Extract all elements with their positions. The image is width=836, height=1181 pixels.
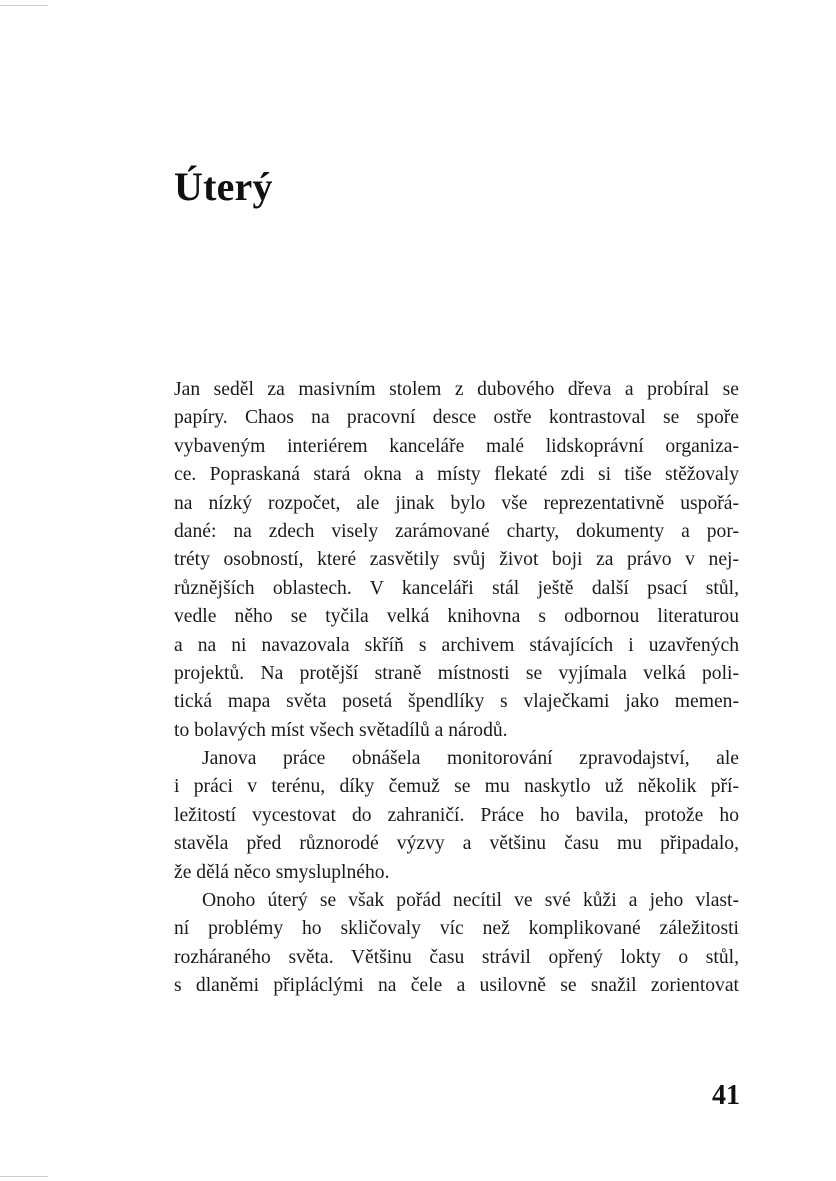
text-line: tréty osobností, které zasvětily svůj život boji za právo v nej- [174, 549, 739, 571]
body-text [174, 376, 739, 1001]
text-line: že dělá něco smysluplného. [174, 861, 390, 883]
text-line: vedle něho se tyčila velká knihovna s odbornou literaturou [174, 606, 739, 628]
chapter-title: Úterý [174, 164, 273, 209]
text-line: Janova práce obnášela monitorování zpravodajství, ale [202, 748, 739, 770]
page-number: 41 [712, 1080, 740, 1111]
text-line: ležitostí vycestovat do zahraničí. Práce ho bavila, protože ho [174, 804, 739, 826]
text-line: stavěla před různorodé výzvy a většinu času mu připadalo, [174, 833, 739, 855]
text-line: a na ni navazovala skříň s archivem stávajících i uzavřených [174, 634, 739, 656]
text-line: ce. Popraskaná stará okna a místy flekaté zdi si tiše stěžovaly [174, 464, 739, 486]
text-line: dané: na zdech visely zarámované charty, dokumenty a por- [174, 520, 739, 542]
text-line: i práci v terénu, díky čemuž se mu naskytlo už několik pří- [174, 776, 739, 798]
text-line: s dlaněmi připláclými na čele a usilovně se snažil zorientovat [174, 975, 739, 997]
text-line: na nízký rozpočet, ale jinak bylo vše reprezentativně uspořá- [174, 492, 739, 514]
text-line: vybaveným interiérem kanceláře malé lidskoprávní organiza- [174, 435, 739, 457]
crop-mark-bottom [0, 1176, 48, 1177]
text-line: to bolavých míst všech světadílů a národů. [174, 719, 508, 741]
crop-mark-top [0, 5, 48, 6]
text-line: papíry. Chaos na pracovní desce ostře kontrastoval se spoře [174, 407, 739, 429]
text-line: Jan seděl za masivním stolem z dubového dřeva a probíral se [174, 379, 739, 400]
text-line: ní problémy ho skličovaly víc než komplikované záležitosti [174, 918, 739, 940]
text-line: rozháraného světa. Většinu času strávil opřený lokty o stůl, [174, 946, 739, 968]
text-line: projektů. Na protější straně místnosti se vyjímala velká poli- [174, 662, 739, 684]
text-line: různějších oblastech. V kanceláři stál ještě další psací stůl, [174, 577, 739, 599]
text-line: tická mapa světa posetá špendlíky s vlaječkami jako memen- [174, 691, 739, 713]
text-line: Onoho úterý se však pořád necítil ve své kůži a jeho vlast- [202, 890, 739, 912]
